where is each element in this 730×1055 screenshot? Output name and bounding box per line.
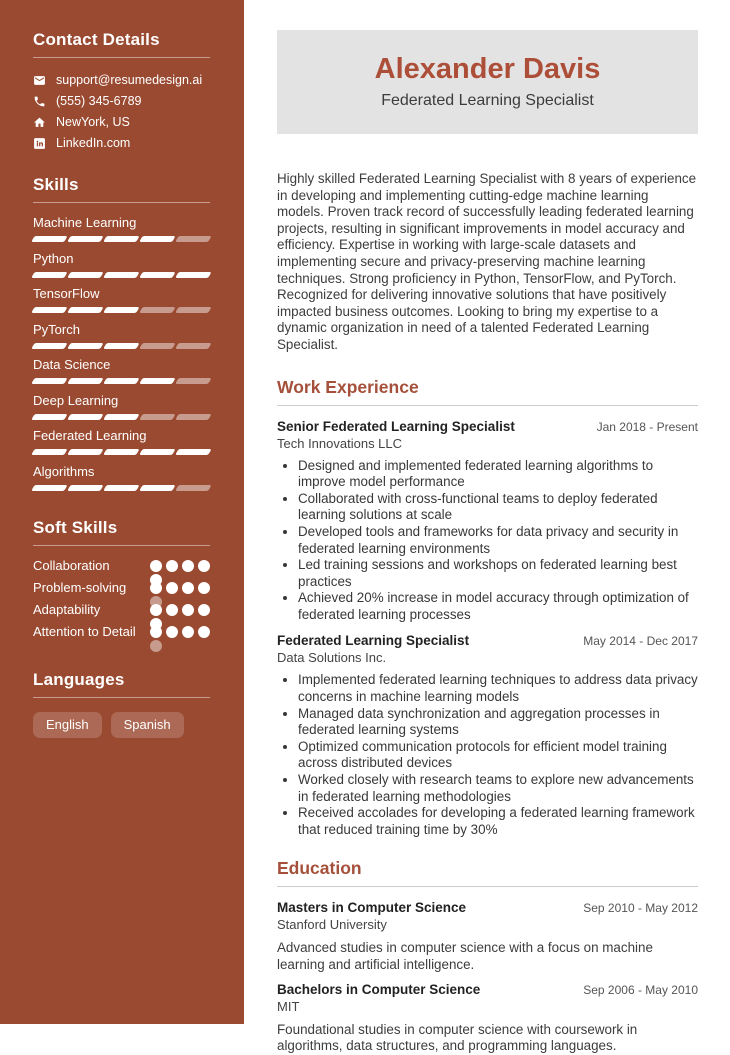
soft-skills-title: Soft Skills: [33, 518, 210, 546]
skill-bar-segment: [31, 485, 67, 491]
skill-bar-segment: [67, 272, 103, 278]
contact-email[interactable]: [33, 72, 210, 88]
skill-bar-segment: [31, 449, 67, 455]
skill-bar-segment: [175, 236, 211, 242]
skills-title: Skills: [33, 175, 210, 203]
language-pill: Spanish: [111, 712, 184, 738]
skill-bar-segment: [31, 378, 67, 384]
soft-skill-dot: [166, 604, 178, 616]
skill-bar: [33, 449, 210, 455]
job-role: Federated Learning Specialist: [277, 633, 470, 649]
soft-skill-dots: [150, 558, 210, 572]
skill-bar-segment: [31, 272, 67, 278]
skill-bar-segment: [139, 307, 175, 313]
skill-bar-segment: [139, 449, 175, 455]
skill-name: Deep Learning: [33, 392, 119, 408]
skill-item: [33, 251, 210, 278]
skill-bar-segment: [31, 236, 67, 242]
skill-bar-segment: [175, 272, 211, 278]
contact-list: [33, 72, 210, 151]
skills-list: [33, 215, 210, 490]
skill-bar-segment: [175, 378, 211, 384]
contact-location: [33, 114, 210, 130]
skill-bar-segment: [31, 307, 67, 313]
skill-bar: [33, 414, 210, 420]
language-pill: English: [33, 712, 102, 738]
skill-name: Algorithms: [33, 463, 95, 479]
skill-bar-segment: [103, 378, 139, 384]
skill-bar-segment: [175, 343, 211, 349]
skill-bar-segment: [67, 343, 103, 349]
languages-list: [33, 712, 210, 738]
job-dates: May 2014 - Dec 2017: [583, 634, 698, 649]
bullet-item: • Achieved 20% increase in model accuracy through optimization of federated learning processes: [298, 590, 698, 623]
skill-bar: [33, 343, 210, 349]
skill-bar-segment: [139, 236, 175, 242]
phone-icon: [33, 95, 46, 108]
education-header: [277, 899, 698, 916]
summary-paragraph: Highly skilled Federated Learning Specialist with 8 years of experience in developing and implementing cutting-edge machine learning models. Proven track record of successfully leading federated learning projects, resulting in significant improvements in model accuracy and efficiency. Expertise in working with large-scale datasets and implementing secure and privacy-preserving machine learning techniques. Strong proficiency in Python, TensorFlow, and PyTorch. Recognized for delivering innovative solutions that have positively impacted business outcomes. Looking to bring my expertise to a dynamic organization in need of a talented Federated Learning Specialist.: [277, 171, 697, 352]
soft-skill-dot: [198, 560, 210, 572]
education-school: MIT: [277, 998, 300, 1014]
skill-bar: [33, 485, 210, 491]
skill-bar-segment: [139, 343, 175, 349]
languages-title: Languages: [33, 670, 210, 698]
soft-skill-item: [33, 558, 210, 574]
skill-bar-segment: [103, 272, 139, 278]
bullet-item: • Worked closely with research teams to explore new advancements in federated learning methodologies: [298, 772, 698, 805]
skill-item: [33, 464, 210, 491]
skill-name: TensorFlow: [33, 286, 100, 301]
education-school: Stanford University: [277, 917, 387, 933]
skill-bar-segment: [103, 485, 139, 491]
job-bullets: [277, 672, 698, 838]
skill-bar: [33, 307, 210, 313]
soft-skill-dot: [166, 560, 178, 572]
soft-skill-item: [33, 602, 210, 618]
skill-bar: [33, 378, 210, 384]
skill-bar-segment: [175, 307, 211, 313]
skill-bar-segment: [175, 485, 211, 491]
skill-name: Federated Learning: [33, 428, 147, 443]
skill-bar-segment: [31, 343, 67, 349]
contact-title: Contact Details: [33, 30, 210, 58]
job-header: [277, 418, 698, 435]
soft-skill-dot: [182, 626, 194, 638]
email-icon: [33, 74, 46, 87]
skill-item: [33, 322, 210, 349]
soft-skill-name: Problem-solving: [33, 580, 127, 595]
skill-item: [33, 393, 210, 420]
education-entry: [277, 981, 698, 1055]
education-description: Foundational studies in computer science with coursework in algorithms, data structures, and programming languages.: [277, 1021, 638, 1054]
skill-bar-segment: [175, 449, 211, 455]
soft-skill-dot: [198, 582, 210, 594]
bullet-item: • Developed tools and frameworks for data privacy and security in federated learning environments: [298, 524, 698, 557]
soft-skill-dot: [198, 626, 210, 638]
bullet-item: • Implemented federated learning techniques to address data privacy concerns in machine learning models: [298, 672, 698, 705]
work-experience-section: [277, 377, 698, 839]
skill-bar-segment: [139, 378, 175, 384]
skill-bar-segment: [103, 343, 139, 349]
skill-bar-segment: [103, 236, 139, 242]
soft-skill-dot: [150, 640, 162, 652]
skill-bar-segment: [139, 272, 175, 278]
skill-item: [33, 215, 210, 242]
main-content: [244, 0, 730, 1054]
soft-skill-dot: [166, 626, 178, 638]
languages-section: [33, 670, 210, 738]
job-dates: Jan 2018 - Present: [596, 419, 698, 434]
skill-name: Data Science: [33, 357, 111, 372]
soft-skill-name: Collaboration: [33, 558, 110, 573]
skill-bar-segment: [103, 414, 139, 420]
contact-location-text: NewYork, US: [56, 115, 130, 129]
skill-name: Machine Learning: [33, 215, 137, 230]
work-experience-title: Work Experience: [277, 377, 698, 406]
job-entry: [277, 418, 698, 624]
skills-section: [33, 175, 210, 490]
skill-bar-segment: [67, 414, 103, 420]
soft-skill-item: [33, 580, 210, 596]
job-entry: [277, 632, 698, 838]
education-degree: Bachelors in Computer Science: [277, 981, 481, 997]
bullet-item: • Managed data synchronization and aggregation processes in federated learning systems: [298, 706, 698, 739]
job-header: [277, 632, 698, 649]
linkedin-icon: [33, 137, 46, 150]
skill-name: PyTorch: [33, 321, 80, 337]
candidate-name: Alexander Davis: [374, 52, 601, 85]
skill-bar-segment: [67, 307, 103, 313]
skill-item: [33, 428, 210, 455]
skill-item: [33, 357, 210, 384]
header-box: [277, 30, 698, 134]
contact-linkedin-text: LinkedIn.com: [56, 136, 131, 150]
skill-bar-segment: [103, 449, 139, 455]
education-degree: Masters in Computer Science: [277, 900, 467, 916]
skill-bar-segment: [103, 307, 139, 313]
soft-skill-name: Adaptability: [33, 602, 101, 617]
skill-item: [33, 286, 210, 313]
skill-bar: [33, 236, 210, 242]
contact-email-text: support@resumedesign.ai: [56, 73, 203, 87]
soft-skill-dot: [182, 582, 194, 594]
education-dates: Sep 2010 - May 2012: [583, 901, 698, 916]
bullet-item: • Collaborated with cross-functional teams to deploy federated learning solutions at scale: [298, 491, 698, 524]
soft-skills-section: [33, 518, 210, 640]
education-section: [277, 858, 698, 1054]
skill-bar-segment: [67, 236, 103, 242]
soft-skill-dot: [166, 582, 178, 594]
skill-bar-segment: [67, 485, 103, 491]
job-bullets: [277, 458, 698, 624]
candidate-role: Federated Learning Specialist: [381, 92, 594, 110]
soft-skills-list: [33, 558, 210, 640]
bullet-item: • Received accolades for developing a federated learning framework that reduced training time by 30%: [298, 805, 698, 838]
skill-bar-segment: [31, 414, 67, 420]
soft-skill-dots: [150, 580, 210, 594]
bullet-item: • Led training sessions and workshops on federated learning best practices: [298, 557, 698, 590]
skill-bar-segment: [139, 485, 175, 491]
soft-skill-item: [33, 624, 210, 640]
soft-skill-dot: [198, 604, 210, 616]
soft-skill-dot: [182, 560, 194, 572]
education-dates: Sep 2006 - May 2010: [583, 982, 698, 997]
skill-bar-segment: [67, 449, 103, 455]
soft-skill-dot: [150, 626, 162, 638]
skill-bar-segment: [175, 414, 211, 420]
sidebar: [0, 0, 244, 1024]
skill-bar: [33, 272, 210, 278]
contact-section: [33, 30, 210, 151]
contact-phone-text: (555) 345-6789: [56, 94, 142, 108]
soft-skill-dot: [150, 604, 162, 616]
education-entry: [277, 899, 698, 973]
home-icon: [33, 116, 46, 129]
skill-bar-segment: [67, 378, 103, 384]
skill-name: Python: [33, 250, 74, 266]
job-company: Data Solutions Inc.: [277, 650, 387, 666]
soft-skill-name: Attention to Detail: [33, 624, 136, 639]
job-company: Tech Innovations LLC: [277, 435, 403, 451]
contact-phone[interactable]: [33, 93, 210, 109]
education-description: Advanced studies in computer science with a focus on machine learning and artificial intelligence.: [277, 940, 653, 972]
soft-skill-dots: [150, 602, 210, 616]
skill-bar-segment: [139, 414, 175, 420]
soft-skill-dot: [150, 582, 162, 594]
soft-skill-dots: [150, 624, 210, 638]
bullet-item: • Designed and implemented federated learning algorithms to improve model performance: [298, 458, 698, 491]
education-title: Education: [277, 858, 698, 887]
contact-linkedin[interactable]: [33, 135, 210, 151]
soft-skill-dot: [150, 560, 162, 572]
soft-skill-dot: [182, 604, 194, 616]
bullet-item: • Optimized communication protocols for efficient model training across distributed devices: [298, 739, 698, 772]
job-role: Senior Federated Learning Specialist: [277, 418, 515, 434]
education-header: [277, 981, 698, 998]
